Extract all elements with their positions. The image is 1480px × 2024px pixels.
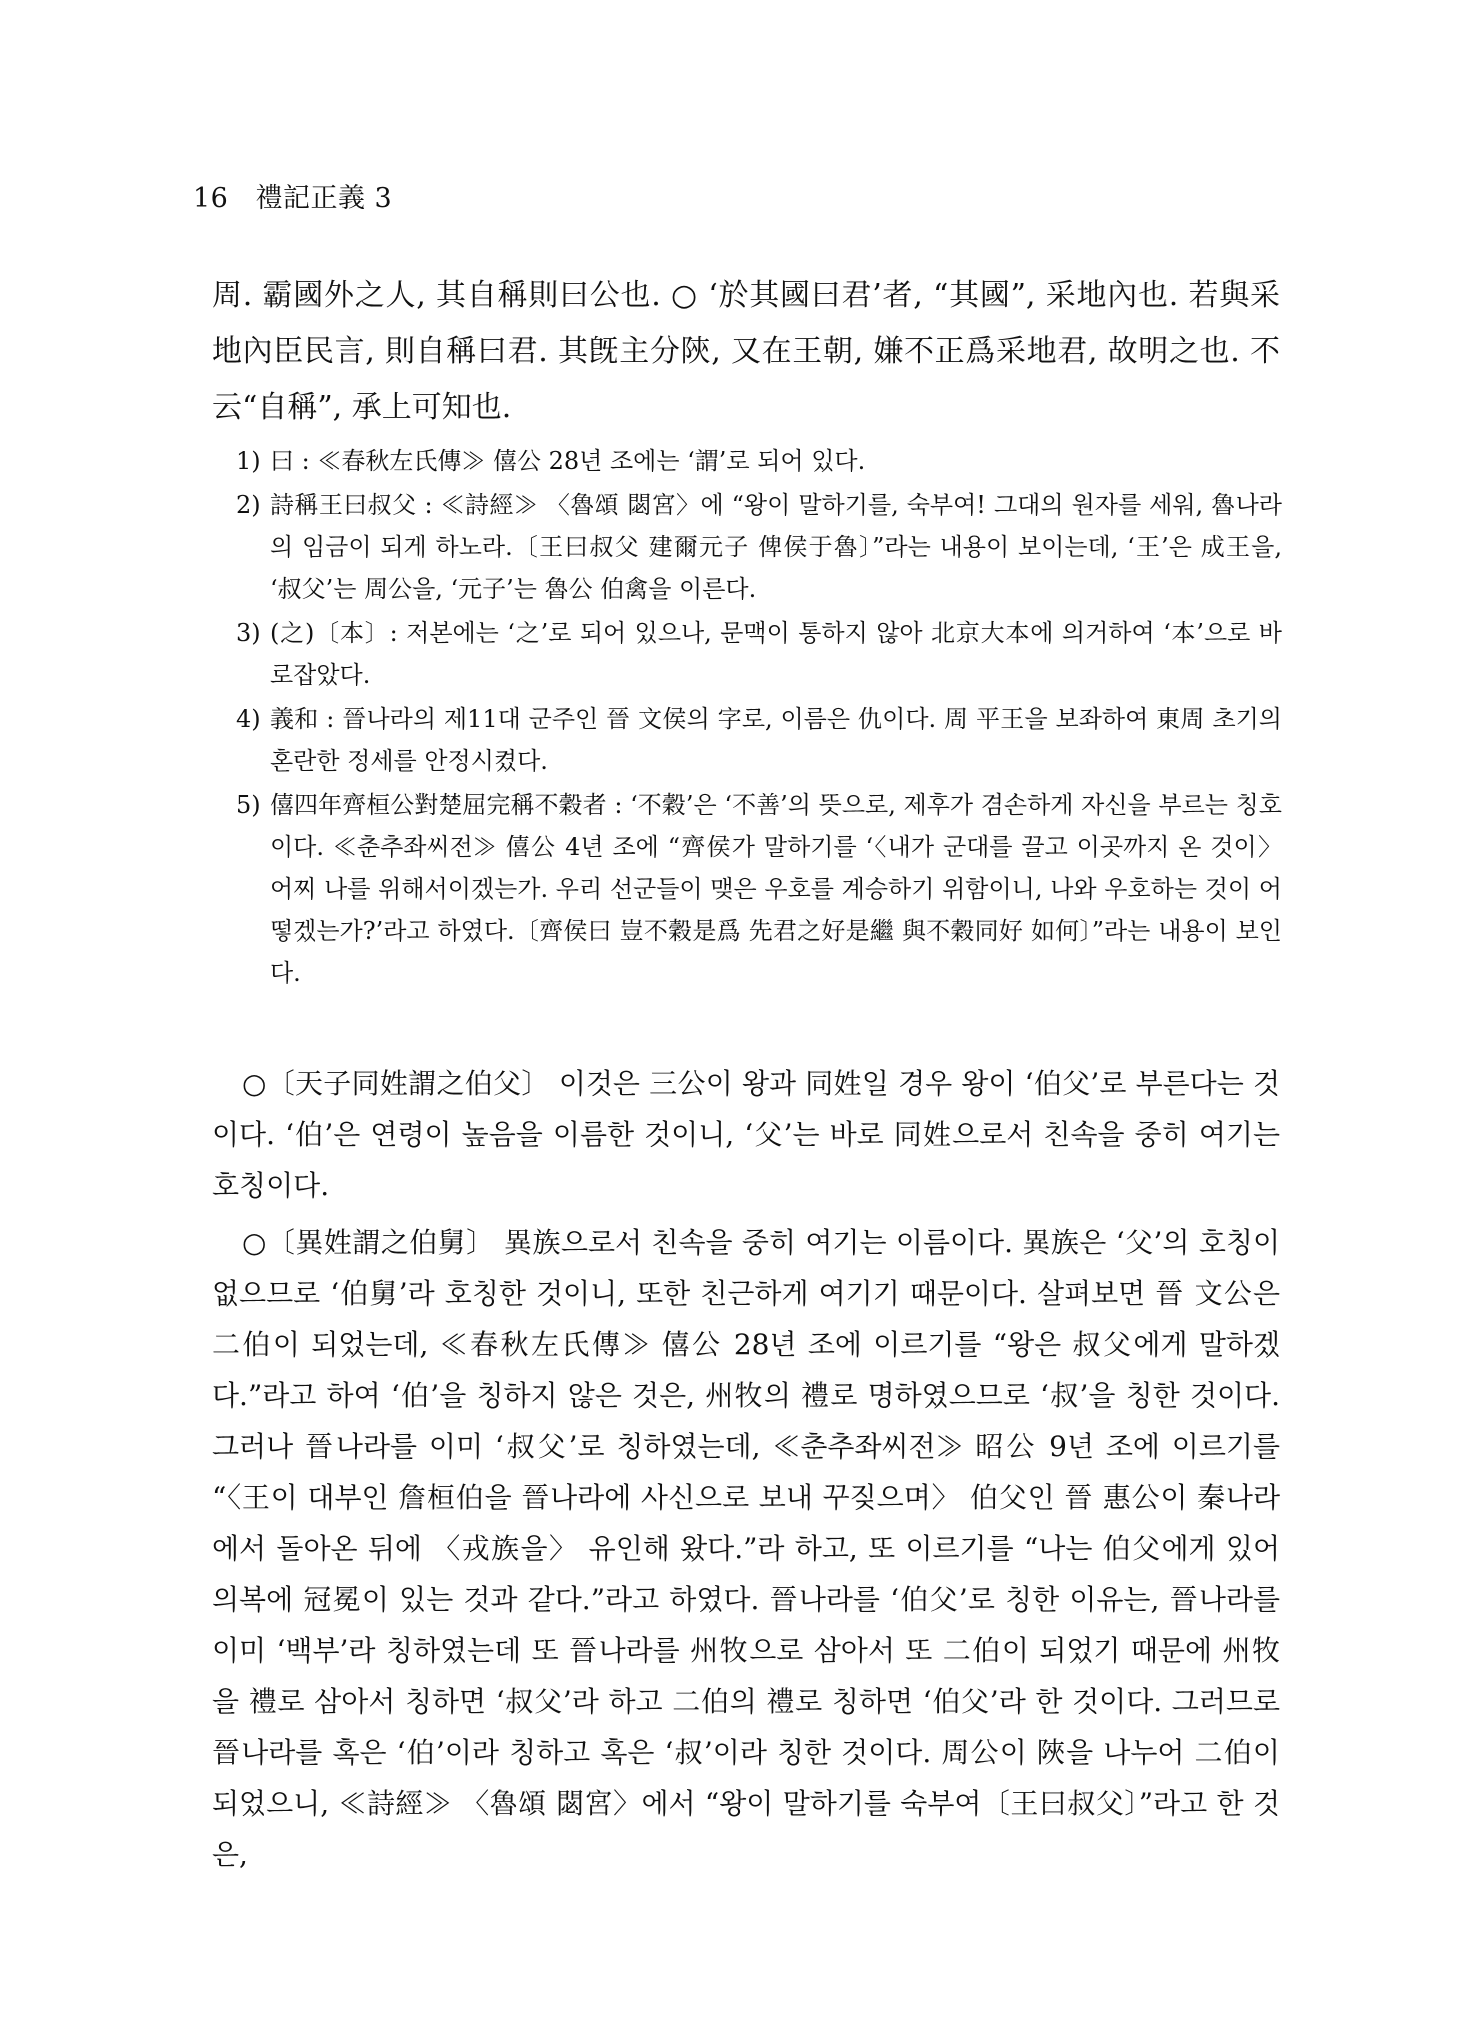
- footnote-marker: 4): [236, 705, 261, 733]
- book-title: 禮記正義 3: [255, 183, 393, 214]
- footnotes-list: [236, 440, 1282, 996]
- footnote-text: 僖四年齊桓公對楚屈完稱不穀者 : ‘不穀’은 ‘不善’의 뜻으로, 제후가 겸손하게 자신을 부르는 칭호이다. ≪춘추좌씨전≫ 僖公 4년 조에 “齊侯가 말하기를 ‘〈내가 군대를 끌고 이곳까지 온 것이〉 어찌 나를 위해서이겠는가. 우리 선군들이 맺은 우호를 계승하기 위함이니, 나와 우호하는 것이 어떻겠는가?’라고 하였다.〔齊侯曰 豈不穀是爲 先君之好是繼 與不穀同好 如何〕”라는 내용이 보인다.: [270, 791, 1282, 987]
- footnote-marker: 2): [236, 491, 261, 519]
- main-text-paragraph: 周. 霸國外之人, 其自稱則曰公也. ○ ‘於其國曰君’者, “其國”, 采地內也. 若與采地內臣民言, 則自稱曰君. 其旣主分陝, 又在王朝, 嫌不正爲采地君, 故明之也. 不云“自稱”, 承上可知也.: [212, 278, 1280, 425]
- commentary-paragraph-2: ○〔異姓謂之伯舅〕 異族으로서 친속을 중히 여기는 이름이다. 異族은 ‘父’의 호칭이 없으므로 ‘伯舅’라 호칭한 것이니, 또한 친근하게 여기기 때문이다. 살펴보면 晉 文公은 二伯이 되었는데, ≪春秋左氏傳≫ 僖公 28년 조에 이르기를 “왕은 叔父에게 말하겠다.”라고 하여 ‘伯’을 칭하지 않은 것은, 州牧의 禮로 명하였으므로 ‘叔’을 칭한 것이다. 그러나 晉나라를 이미 ‘叔父’로 칭하였는데, ≪춘추좌씨전≫ 昭公 9년 조에 이르기를 “〈王이 대부인 詹桓伯을 晉나라에 사신으로 보내 꾸짖으며〉 伯父인 晉 惠公이 秦나라에서 돌아온 뒤에 〈戎族을〉 유인해 왔다.”라 하고, 또 이르기를 “나는 伯父에게 있어 의복에 冠冕이 있는 것과 같다.”라고 하였다. 晉나라를 ‘伯父’로 칭한 이유는, 晉나라를 이미 ‘백부’라 칭하였는데 또 晉나라를 州牧으로 삼아서 또 二伯이 되었기 때문에 州牧을 禮로 삼아서 칭하면 ‘叔父’라 하고 二伯의 禮로 칭하면 ‘伯父’라 한 것이다. 그러므로 晉나라를 혹은 ‘伯’이라 칭하고 혹은 ‘叔’이라 칭한 것이다. 周公이 陜을 나누어 二伯이 되었으니, ≪詩經≫ 〈魯頌 閟宮〉에서 “왕이 말하기를 숙부여〔王曰叔父〕”라고 한 것은,: [212, 1226, 1280, 1871]
- footnote-3: [236, 612, 1282, 696]
- main-text-block: [212, 268, 1280, 436]
- footnote-5: [236, 784, 1282, 994]
- footnote-1: [236, 440, 1282, 482]
- running-head: [193, 176, 392, 215]
- footnote-4: [236, 698, 1282, 782]
- footnote-text: 義和 : 晉나라의 제11대 군주인 晉 文侯의 字로, 이름은 仇이다. 周 平王을 보좌하여 東周 초기의 혼란한 정세를 안정시켰다.: [270, 705, 1282, 775]
- page-number: 16: [193, 183, 229, 214]
- footnote-text: 詩稱王曰叔父 : ≪詩經≫ 〈魯頌 閟宮〉에 “왕이 말하기를, 숙부여! 그대의 원자를 세워, 魯나라의 임금이 되게 하노라.〔王曰叔父 建爾元子 俾侯于魯〕”라는 내용이 보이는데, ‘王’은 成王을, ‘叔父’는 周公을, ‘元子’는 魯公 伯禽을 이른다.: [270, 491, 1282, 603]
- commentary-paragraph-1: ○〔天子同姓謂之伯父〕 이것은 三公이 왕과 同姓일 경우 왕이 ‘伯父’로 부른다는 것이다. ‘伯’은 연령이 높음을 이름한 것이니, ‘父’는 바로 同姓으로서 친속을 중히 여기는 호칭이다.: [212, 1067, 1280, 1202]
- footnote-marker: 1): [236, 447, 261, 475]
- footnote-marker: 3): [236, 619, 261, 647]
- footnote-marker: 5): [236, 791, 261, 819]
- commentary-block: [212, 1058, 1280, 1886]
- footnote-text: (之)〔本〕: 저본에는 ‘之’로 되어 있으나, 문맥이 통하지 않아 北京大本에 의거하여 ‘本’으로 바로잡았다.: [270, 619, 1282, 689]
- footnote-2: [236, 484, 1282, 610]
- footnote-text: 曰 : ≪春秋左氏傳≫ 僖公 28년 조에는 ‘謂’로 되어 있다.: [270, 447, 866, 475]
